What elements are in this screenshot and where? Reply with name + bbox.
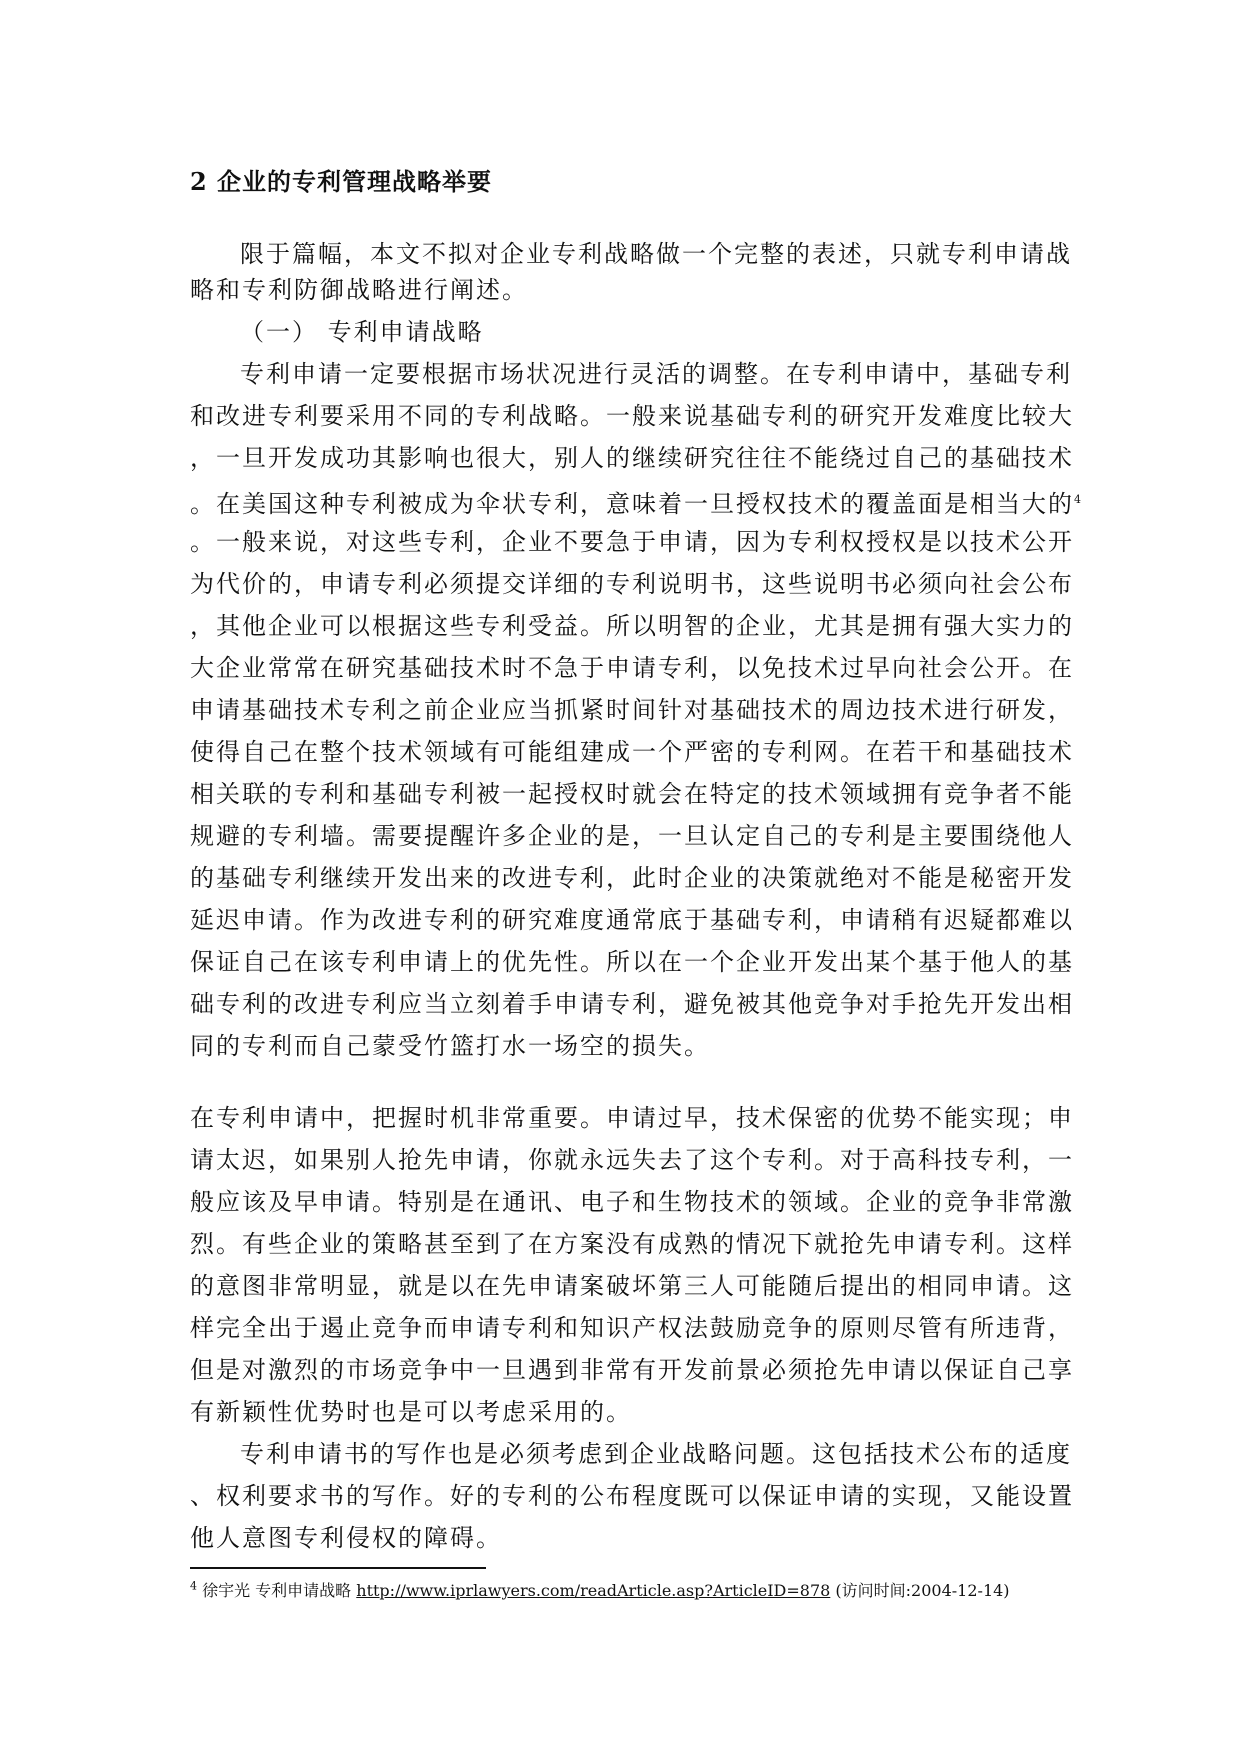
text-line: 础专利的改进专利应当立刻着手申请专利，避免被其他竞争对手抢先开发出相: [190, 990, 1074, 1018]
text-line: 申请基础技术专利之前企业应当抓紧时间针对基础技术的周边技术进行研发，: [190, 696, 1074, 724]
footnote-access-date: (访问时间:2004-12-14): [830, 1581, 1010, 1600]
text-line: 的意图非常明显，就是以在先申请案破坏第三人可能随后提出的相同申请。这: [190, 1272, 1074, 1300]
section-heading: 2 企业的专利管理战略举要: [190, 167, 493, 196]
text-line: 专利申请书的写作也是必须考虑到企业战略问题。这包括技术公布的适度: [240, 1440, 1072, 1468]
footnote-citation: 徐宇光 专利申请战略: [197, 1581, 357, 1600]
text-line: 同的专利而自己蒙受竹篮打水一场空的损失。: [190, 1032, 710, 1060]
text-line: （一） 专利申请战略: [240, 318, 484, 346]
text-line: [190, 482, 1081, 522]
footnote-reference[interactable]: 4: [1074, 493, 1081, 506]
footnote: [190, 1578, 1010, 1601]
text-line: 样完全出于遏止竞争而申请专利和知识产权法鼓励竞争的原则尽管有所违背，: [190, 1314, 1074, 1342]
text-line: 有新颖性优势时也是可以考虑采用的。: [190, 1398, 632, 1426]
text-line: 延迟申请。作为改进专利的研究难度通常底于基础专利，申请稍有迟疑都难以: [190, 906, 1074, 934]
text-line: 烈。有些企业的策略甚至到了在方案没有成熟的情况下就抢先申请专利。这样: [190, 1230, 1074, 1258]
text-line-content: 。在美国这种专利被成为伞状专利，意味着一旦授权技术的覆盖面是相当大的: [190, 490, 1074, 518]
text-line: ，一旦开发成功其影响也很大，别人的继续研究往往不能绕过自己的基础技术: [190, 444, 1074, 472]
text-line: 在专利申请中，把握时机非常重要。申请过早，技术保密的优势不能实现；申: [190, 1104, 1074, 1132]
text-line: 规避的专利墙。需要提醒许多企业的是，一旦认定自己的专利是主要围绕他人: [190, 822, 1074, 850]
text-line: 使得自己在整个技术领域有可能组建成一个严密的专利网。在若干和基础技术: [190, 738, 1074, 766]
text-line: 但是对激烈的市场竞争中一旦遇到非常有开发前景必须抢先申请以保证自己享: [190, 1356, 1074, 1384]
text-line: 的基础专利继续开发出来的改进专利，此时企业的决策就绝对不能是秘密开发: [190, 864, 1074, 892]
text-line: 大企业常常在研究基础技术时不急于申请专利，以免技术过早向社会公开。在: [190, 654, 1074, 682]
text-line: 。一般来说，对这些专利，企业不要急于申请，因为专利权授权是以技术公开: [190, 528, 1074, 556]
text-line: 和改进专利要采用不同的专利战略。一般来说基础专利的研究开发难度比较大: [190, 402, 1074, 430]
text-line: ，其他企业可以根据这些专利受益。所以明智的企业，尤其是拥有强大实力的: [190, 612, 1074, 640]
text-line: 略和专利防御战略进行阐述。: [190, 276, 528, 304]
text-line: 相关联的专利和基础专利被一起授权时就会在特定的技术领域拥有竞争者不能: [190, 780, 1074, 808]
text-line: 限于篇幅，本文不拟对企业专利战略做一个完整的表述，只就专利申请战: [240, 240, 1072, 268]
footnote-marker: 4: [190, 1579, 197, 1593]
text-line: 般应该及早申请。特别是在通讯、电子和生物技术的领域。企业的竞争非常激: [190, 1188, 1074, 1216]
text-line: 专利申请一定要根据市场状况进行灵活的调整。在专利申请中，基础专利: [240, 360, 1072, 388]
footnote-divider: [190, 1567, 486, 1569]
text-line: 、权利要求书的写作。好的专利的公布程度既可以保证申请的实现，又能设置: [190, 1482, 1074, 1510]
text-line: 为代价的，申请专利必须提交详细的专利说明书，这些说明书必须向社会公布: [190, 570, 1074, 598]
text-line: 他人意图专利侵权的障碍。: [190, 1524, 502, 1552]
footnote-link[interactable]: http://www.iprlawyers.com/readArticle.asp?ArticleID=878: [356, 1581, 831, 1600]
text-line: 请太迟，如果别人抢先申请，你就永远失去了这个专利。对于高科技专利，一: [190, 1146, 1074, 1174]
text-line: 保证自己在该专利申请上的优先性。所以在一个企业开发出某个基于他人的基: [190, 948, 1074, 976]
